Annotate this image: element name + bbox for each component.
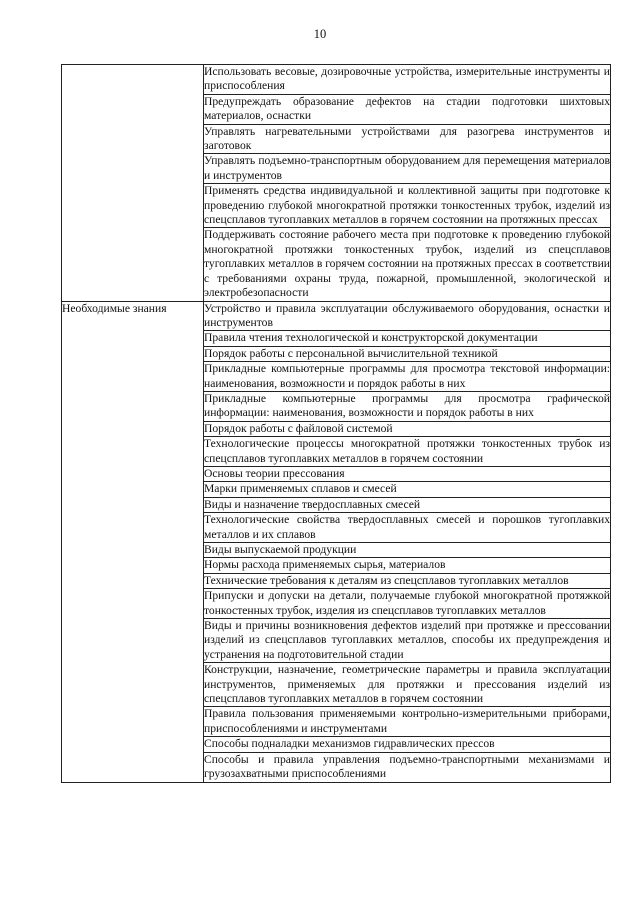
requirement-cell: Нормы расхода применяемых сырья, материалов bbox=[204, 558, 611, 573]
requirement-cell: Виды выпускаемой продукции bbox=[204, 543, 611, 558]
requirement-cell: Правила чтения технологической и конструкторской документации bbox=[204, 331, 611, 346]
requirement-cell: Использовать весовые, дозировочные устройства, измерительные инструменты и приспособления bbox=[204, 65, 610, 93]
requirement-cell: Прикладные компьютерные программы для просмотра графической информации: наименования, возможности и порядок работы в них bbox=[204, 391, 610, 420]
requirement-cell: Технологические процессы многократной протяжки тонкостенных трубок из спецсплавов тугоплавких металлов в горячем состоянии bbox=[204, 437, 610, 465]
requirement-cell: Технические требования к деталям из спецсплавов тугоплавких металлов bbox=[204, 573, 611, 588]
requirement-cell: Припуски и допуски на детали, получаемые глубокой многократной протяжкой тонкостенных трубок, изделия из спецсплавов тугоплавких металлов bbox=[204, 589, 610, 617]
requirement-cell: Применять средства индивидуальной и коллективной защиты при подготовке к проведению глубокой многократной протяжки тонкостенных трубок, изделий из спецсплавов тугоплавких металлов в горячем состоянии на протяжных прессах bbox=[204, 184, 610, 227]
requirement-cell: Управлять подъемно-транспортным оборудованием для перемещения материалов и инструментов bbox=[204, 154, 610, 182]
requirement-cell: Порядок работы с персональной вычислительной техникой bbox=[204, 346, 611, 361]
table-row bbox=[62, 65, 611, 95]
requirement-cell: Поддерживать состояние рабочего места при подготовке к проведению глубокой многократной протяжки тонкостенных трубок, изделий из спецсплавов тугоплавких металлов в горячем состоянии на протяжных прессах в соответствии с требованиями охраны труда, пожарной, промышленной, экологической и электробезопасности bbox=[204, 228, 610, 300]
requirement-cell: Виды и причины возникновения дефектов изделий при протяжке и прессовании изделий из спецсплавов тугоплавких металлов, способы их предупреждения и устранения на подготовительной стадии bbox=[204, 619, 610, 661]
requirement-cell: Правила пользования применяемыми контрольно-измерительными приборами, приспособлениями и инструментами bbox=[204, 707, 610, 735]
table-row bbox=[62, 301, 611, 331]
requirement-cell: Прикладные компьютерные программы для просмотра текстовой информации: наименования, возможности и порядок работы в них bbox=[204, 362, 610, 390]
requirement-cell: Способы подналадки механизмов гидравлических прессов bbox=[204, 737, 611, 752]
requirement-cell: Технологические свойства твердосплавных смесей и порошков тугоплавких металлов и их сплавов bbox=[204, 513, 610, 541]
requirement-cell: Способы и правила управления подъемно-транспортными механизмами и грузозахватными приспособлениями bbox=[204, 752, 610, 781]
requirement-cell: Конструкции, назначение, геометрические параметры и правила эксплуатации инструментов, применяемых для протяжки и прессования изделий из спецсплавов тугоплавких металлов в горячем состоянии bbox=[204, 663, 610, 706]
requirement-cell: Предупреждать образование дефектов на стадии подготовки шихтовых материалов, оснастки bbox=[204, 94, 610, 123]
requirement-cell: Управлять нагревательными устройствами для разогрева инструментов и заготовок bbox=[204, 124, 610, 153]
requirement-cell: Порядок работы с файловой системой bbox=[204, 421, 611, 436]
competency-table bbox=[61, 64, 611, 783]
requirement-cell: Основы теории прессования bbox=[204, 466, 611, 481]
section-category-cell bbox=[62, 65, 204, 302]
page-number: 10 bbox=[313, 27, 327, 41]
requirement-cell: Марки применяемых сплавов и смесей bbox=[204, 482, 611, 497]
requirement-cell: Виды и назначение твердосплавных смесей bbox=[204, 497, 611, 512]
section-category-cell: Необходимые знания bbox=[62, 301, 204, 782]
requirement-cell: Устройство и правила эксплуатации обслуживаемого оборудования, оснастки и инструментов bbox=[204, 301, 610, 329]
